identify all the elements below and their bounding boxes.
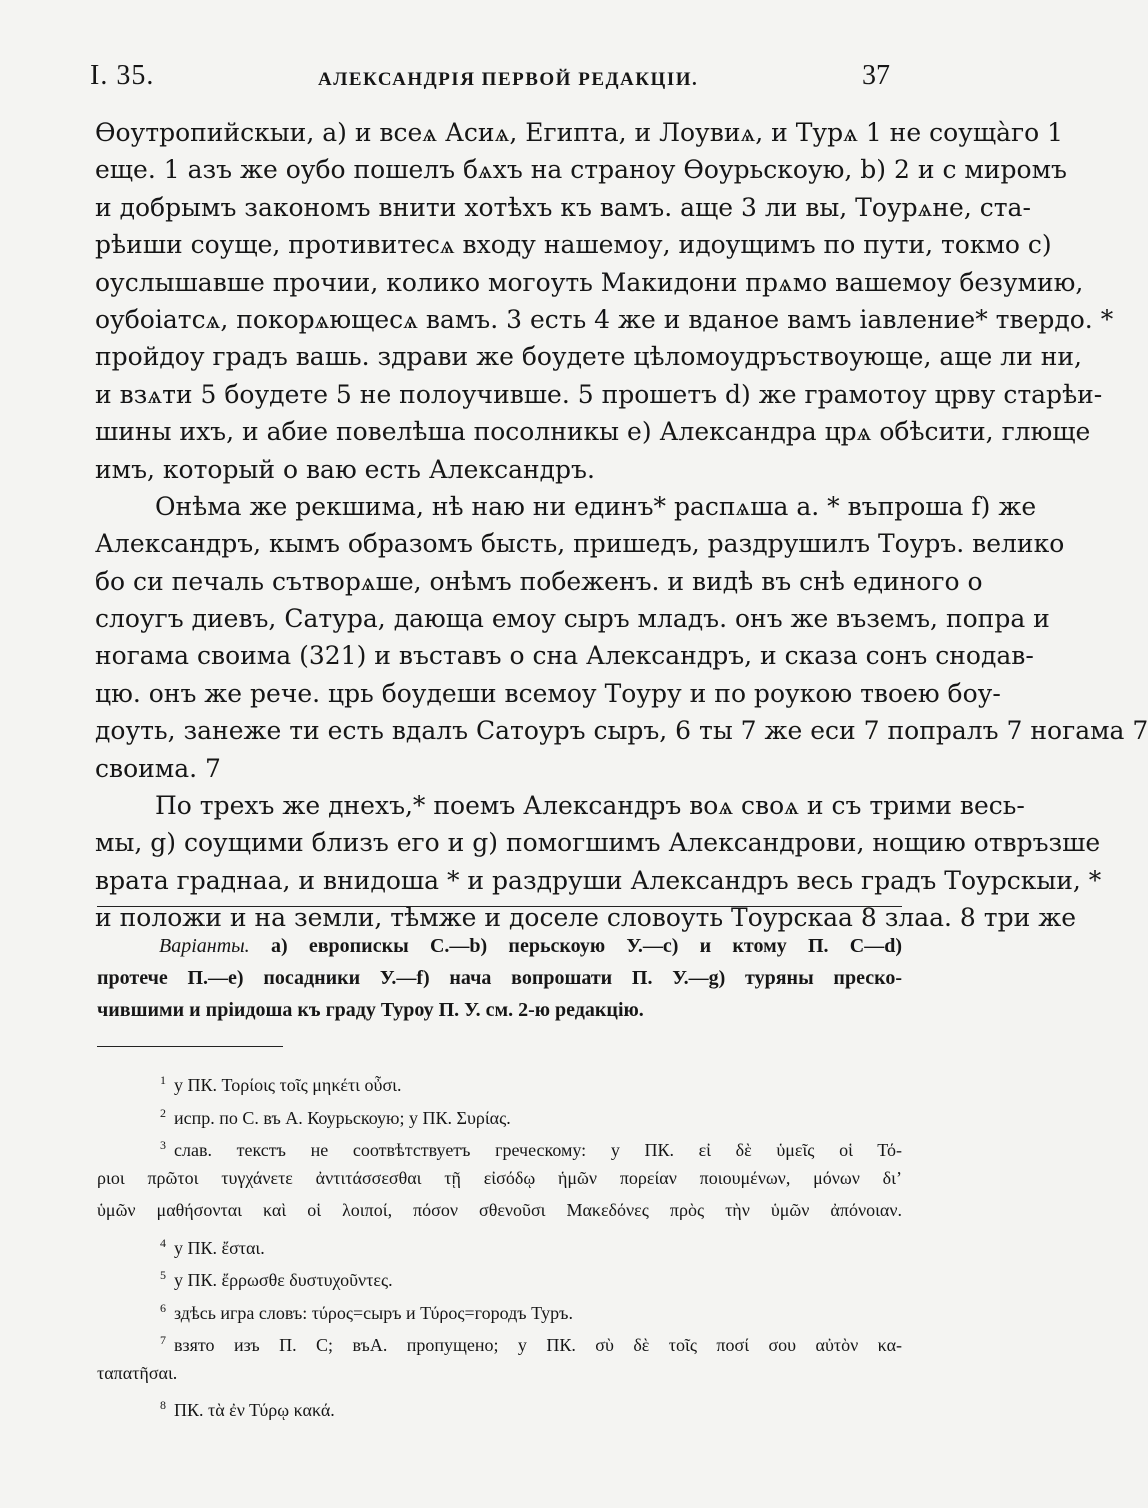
footnote-divider (97, 1046, 283, 1047)
footnote (97, 1259, 902, 1292)
text-line: оубоiатсѧ, покорѧющесѧ вамъ. 3 есть 4 же и вданое вамъ iавление* твердо. * (95, 304, 1114, 334)
text-line: Ѳоутропийскыи, a) и всеѧ Асиѧ, Египта, и Лоувиѧ, и Турѧ 1 не соуща̀го 1 (95, 118, 1063, 147)
footnote-number: 5 (160, 1268, 166, 1282)
footnote-text: слав. текстъ не соотвѣтствуетъ греческому: у ПК. εἰ δὲ ὑμεῖς οἱ Τό- (174, 1140, 902, 1160)
variants-block (97, 930, 902, 1026)
footnote (97, 1227, 902, 1260)
footnote-continuation: ταπατῆσαι. (97, 1362, 178, 1383)
text-line: шины ихъ, и абие повелѣша посолникы e) Александра црѧ обѣсити, глюще (95, 417, 1091, 447)
footnote (97, 1389, 902, 1422)
variants-text: а) европискы С.—b) перьскоую У.—c) и ктому П. С—d) (270, 935, 903, 957)
text-line: мы, g) соущими близъ его и g) помогшимъ Александрови, нощию отвръзше (95, 828, 1101, 858)
text-divider (97, 906, 902, 907)
text-line: еще. 1 азъ же оубо пошелъ бѧхъ на страноу Ѳоурьскоую, b) 2 и с миромъ (95, 155, 1067, 185)
text-line: По трехъ же днехъ,* поемъ Александръ воѧ своѧ и съ трими весь- (155, 791, 1025, 821)
text-line: слоугъ диевъ, Сатура, дающа емоу сыръ младъ. онъ же въземъ, попра и (95, 604, 1050, 634)
variants-label: Варiанты. (159, 935, 250, 957)
footnote (97, 1129, 902, 1162)
footnote-number: 6 (160, 1300, 166, 1315)
footnote-continuation: ὑμῶν μαθήσονται καὶ οἱ λοιποί, πόσον σθενοῦσι Μακεδόνες πρὸς τὴν ὑμῶν ἀπόνοιαν. (97, 1200, 902, 1220)
footnote-number: 3 (160, 1138, 166, 1152)
page-number: 37 (862, 60, 890, 91)
text-line: имъ, который о ваю есть Александръ. (95, 454, 595, 484)
text-line: доуть, занеже ти есть вдалъ Сатоуръ сыръ, 6 ты 7 же еси 7 попралъ 7 ногама 7 (95, 716, 1148, 746)
text-line: своима. 7 (95, 753, 221, 783)
footnote-number: 2 (160, 1105, 166, 1120)
footnote-text: у ПК. ἔρρωσθε δυστυχοῦντες. (174, 1270, 393, 1290)
footnote-text: ПК. τὰ ἐν Τύρῳ κακά. (174, 1400, 335, 1420)
text-line: оуслышавше прочии, колико могоуть Макидони прѧмо вашемоу безумию, (95, 267, 1084, 297)
text-line: бо си печаль сътворѧше, онѣмъ побеженъ. и видѣ въ снѣ единого о (95, 566, 983, 596)
variants-line: чившими и прiидоша къ граду Туроу П. У. см. 2-ю редакцiю. (97, 999, 644, 1021)
variants-line: протече П.—e) посадники У.—f) нача вопрошати П. У.—g) туряны преско- (97, 967, 902, 989)
text-line: врата граднаа, и внидоша * и раздруши Александръ весь градъ Тоурскыи, * (95, 865, 1102, 895)
footnote (97, 1097, 902, 1130)
footnote-number: 8 (160, 1398, 166, 1412)
footnote (97, 1324, 902, 1357)
footnote (97, 1064, 902, 1097)
text-line: и положи и на земли, тѣмже и доселе словоуть Тоурскаа 8 злаа. 8 три же (95, 903, 1077, 933)
footnote-number: 7 (160, 1333, 166, 1347)
text-line: пройдоу градъ вашь. здрави же боудете цѣломоудръствоующе, аще ли ни, (95, 342, 1082, 372)
variants-line (97, 930, 902, 962)
footnote-text: взято изъ П. С; въА. пропущено; у ПК. σὺ δὲ τοῖς ποσί σου αὐτὸν κα- (174, 1335, 902, 1355)
text-line: и взѧти 5 боудете 5 не полоучивше. 5 прошетъ d) же грамотоу црву старѣи- (95, 379, 1103, 409)
section-reference: I. 35. (90, 60, 155, 91)
text-line: ногама своима (321) и въставъ о сна Александръ, и сказа сонъ снодав- (95, 641, 1034, 671)
text-line: Александръ, кымъ образомъ бысть, пришедъ, раздрушилъ Тоуръ. велико (95, 529, 1065, 559)
footnote-text: здѣсь игра словъ: τύρος=сыръ и Τύρος=городъ Туръ. (174, 1302, 573, 1323)
footnotes-block (97, 1064, 902, 1422)
text-line: цю. онъ же рече. црь боудеши всемоу Тоуру и по роукою твоею боу- (95, 678, 1001, 708)
running-title: АЛЕКСАНДРІЯ ПЕРВОЙ РЕДАКЦІИ. (318, 69, 699, 90)
text-line: Онѣма же рекшима, нѣ наю ни единъ* распѧша а. * въпроша f) же (155, 491, 1037, 521)
footnote-number: 4 (160, 1235, 166, 1250)
text-line: и добрымъ закономъ внити хотѣхъ къ вамъ. аще 3 ли вы, Тоурѧне, ста- (95, 192, 1031, 222)
footnote-text: испр. по С. въ А. Коурьскоую; у ПК. Συρίας. (174, 1107, 511, 1128)
text-line: рѣиши соуще, противитесѧ входу нашемоу, идоущимъ по пути, токмо c) (95, 230, 1052, 260)
footnote-text: у ПК. Τορίοις τοῖς μηκέτι οὖσι. (174, 1075, 402, 1095)
footnote-text: у ПК. ἔσται. (174, 1237, 265, 1258)
footnote (97, 1292, 902, 1325)
footnote-continuation: ριοι πρῶτοι τυγχάνετε ἀντιτάσσεσθαι τῇ εἰσόδῳ ἡμῶν πορείαν ποιουμένων, μόνων δι’ (97, 1167, 902, 1188)
main-text-block (95, 114, 1148, 937)
footnote-number: 1 (160, 1073, 166, 1087)
